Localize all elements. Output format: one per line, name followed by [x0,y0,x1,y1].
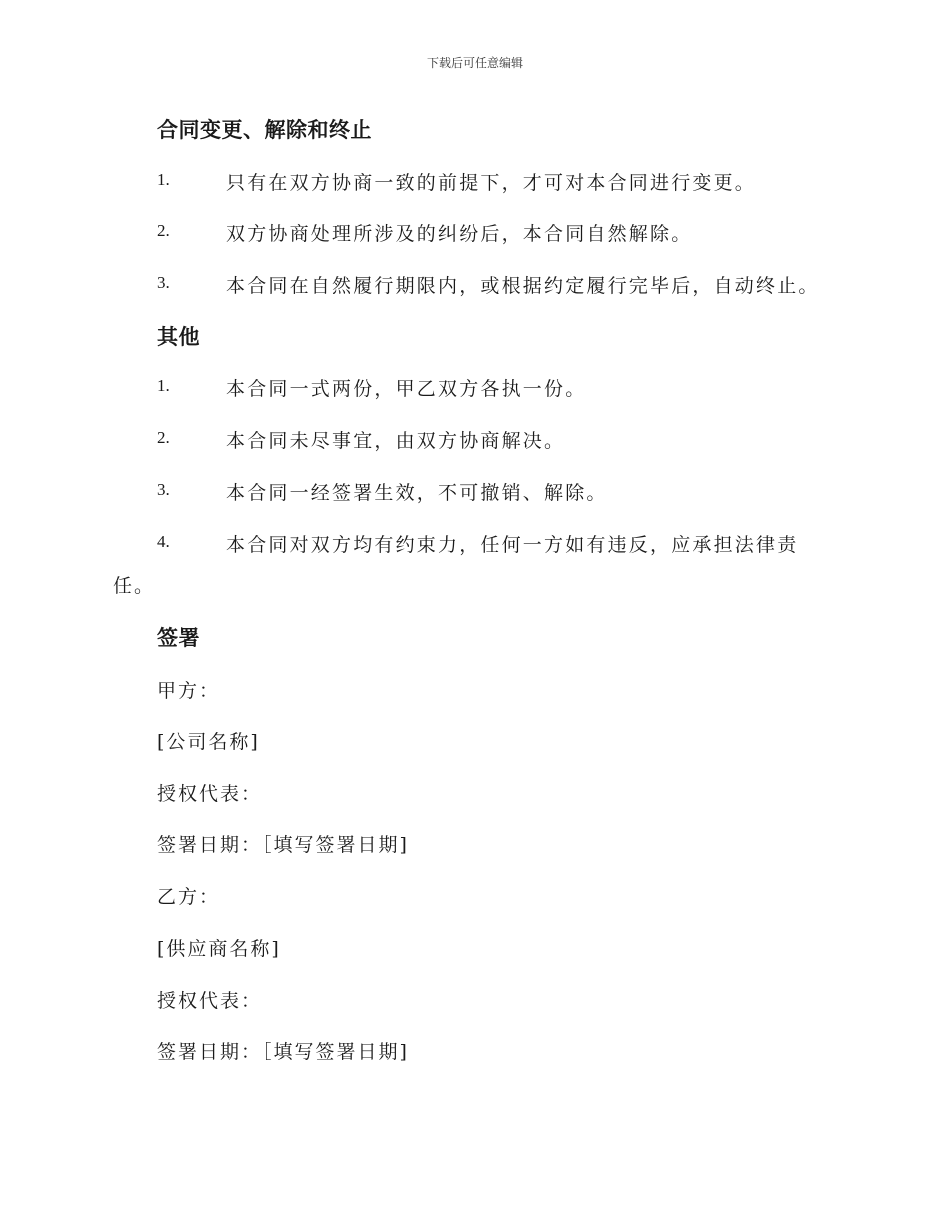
party-b-date: 签署日期：［填写签署日期] [157,1041,409,1063]
list-item-number: 3. [157,273,170,292]
list-item-text: 本合同一经签署生效，不可撤销、解除。 [226,482,608,504]
list-item-number: 1. [157,376,170,395]
party-b-label: 乙方： [157,886,221,908]
section-title-change: 合同变更、解除和终止 [157,118,372,142]
list-item-text: 本合同一式两份，甲乙双方各执一份。 [226,378,587,400]
list-item-text: 只有在双方协商一致的前提下，才可对本合同进行变更。 [226,172,757,194]
list-item-number: 4. [157,532,170,551]
list-item-number: 3. [157,480,170,499]
party-a-rep: 授权代表： [157,783,263,805]
party-a-name: [公司名称] [157,731,260,753]
party-a-date: 签署日期：［填写签署日期] [157,834,409,856]
list-item-text: 本合同在自然履行期限内，或根据约定履行完毕后，自动终止。 [226,275,820,297]
list-item-text: 本合同未尽事宜，由双方协商解决。 [226,430,566,452]
section-title-other: 其他 [157,325,200,349]
list-item-text-continuation: 任。 [113,575,156,597]
list-item-text: 双方协商处理所涉及的纠纷后，本合同自然解除。 [226,223,693,245]
list-item-text: 本合同对双方均有约束力，任何一方如有违反，应承担法律责 [226,534,799,556]
party-b-name: [供应商名称] [157,938,281,960]
party-b-rep: 授权代表： [157,990,263,1012]
list-item-number: 1. [157,170,170,189]
section-title-sign: 签署 [157,626,200,650]
list-item-number: 2. [157,221,170,240]
party-a-label: 甲方： [157,680,221,702]
list-item-number: 2. [157,428,170,447]
page-header-note: 下载后可任意编辑 [426,56,523,70]
